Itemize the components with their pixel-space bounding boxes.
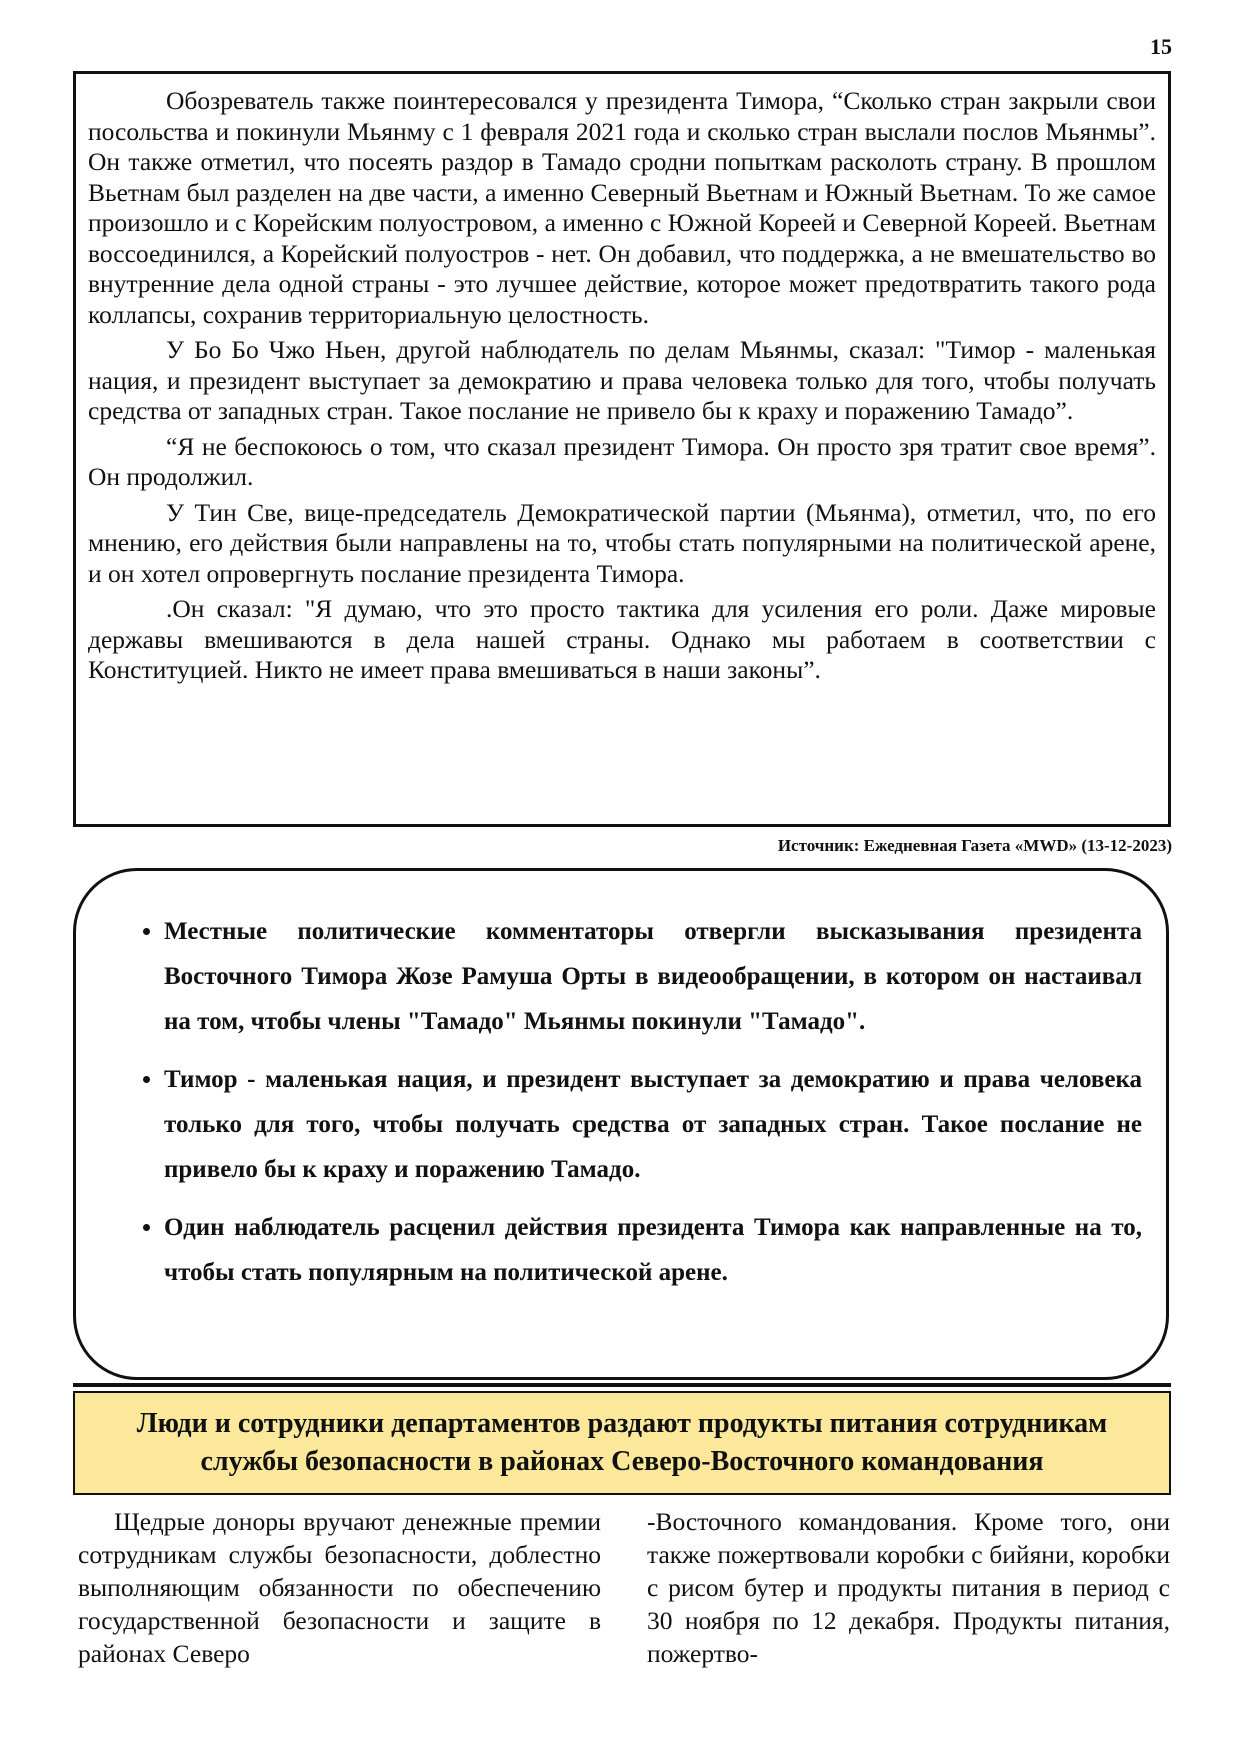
- summary-box: [73, 868, 1169, 1380]
- section-divider: [73, 1383, 1171, 1387]
- summary-bullet: • Тимор - маленькая нация, и президент выступает за демократию и права человека только для того, чтобы получать средства от западных стран. Такое послание не привело бы к краху и поражению Тамадо.: [164, 1057, 1142, 1192]
- page-number: 15: [1150, 34, 1172, 59]
- article-box: [73, 71, 1171, 827]
- body-column-left: Щедрые доноры вручают денежные премии сотрудникам службы безопасности, доблестно выполняющим обязанности по обеспечению государственной безопасности и защите в районах Северо: [78, 1507, 601, 1668]
- summary-list: [100, 909, 1142, 1295]
- article-paragraph: .Он сказал: "Я думаю, что это просто тактика для усиления его роли. Даже мировые державы вмешиваются в дела нашей страны. Однако мы работаем в соответствии с Конституцией. Никто не имеет права вмешиваться в наши законы”.: [88, 594, 1156, 684]
- body-columns: [78, 1505, 1170, 1745]
- article-paragraph: Обозреватель также поинтересовался у президента Тимора, “Сколько стран закрыли свои посольства и покинули Мьянму с 1 февраля 2021 года и сколько стран выслали послов Мьянмы”. Он также отметил, что посеять раздор в Тамадо сродни попыткам расколоть страну. В прошлом Вьетнам был разделен на две части, а именно Северный Вьетнам и Южный Вьетнам. То же самое произошло и с Корейским полуостровом, а именно с Южной Кореей и Северной Кореей. Вьетнам воссоединился, а Корейский полуостров - нет. Он добавил, что поддержка, а не вмешательство во внутренние дела одной страны - это лучшее действие, которое может предотвратить такого рода коллапсы, сохранив территориальную целостность.: [88, 86, 1156, 329]
- summary-bullet: • Один наблюдатель расценил действия президента Тимора как направленные на то, чтобы стать популярным на политической арене.: [164, 1205, 1142, 1295]
- article-headline: Люди и сотрудники департаментов раздают продукты питания сотрудникам службы безопасности в районах Северо-Восточного командования: [136, 1408, 1108, 1477]
- article-paragraph: “Я не беспокоюсь о том, что сказал президент Тимора. Он просто зря тратит свое время”. Он продолжил.: [88, 431, 1156, 491]
- headline-box: [73, 1391, 1171, 1495]
- summary-bullet: • Местные политические комментаторы отвергли высказывания президента Восточного Тимора Жозе Рамуша Орты в видеообращении, в котором он настаивал на том, чтобы члены "Тамадо" Мьянмы покинули "Тамадо".: [164, 909, 1142, 1044]
- body-column-right: -Восточного командования. Кроме того, они также пожертвовали коробки с бийяни, коробки с рисом бутер и продукты питания в период с 30 ноября по 12 декабря. Продукты питания, пожертво-: [647, 1507, 1170, 1668]
- source-citation: Источник: Ежедневная Газета «MWD» (13-12-2023): [777, 836, 1172, 855]
- article-paragraph: У Бо Бо Чжо Ньен, другой наблюдатель по делам Мьянмы, сказал: "Тимор - маленькая нация, и президент выступает за демократию и права человека только для того, чтобы получать средства от западных стран. Такое послание не привело бы к краху и поражению Тамадо”.: [88, 335, 1156, 425]
- article-paragraph: У Тин Све, вице-председатель Демократической партии (Мьянма), отметил, что, по его мнению, его действия были направлены на то, чтобы стать популярными на политической арене, и он хотел опровергнуть послание президента Тимора.: [88, 497, 1156, 588]
